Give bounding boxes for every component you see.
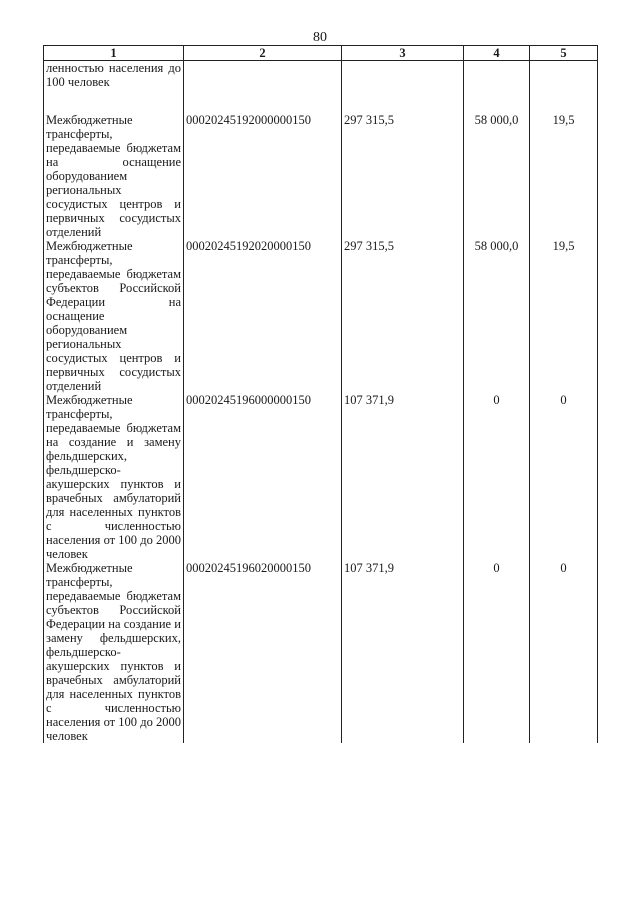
row-code	[184, 61, 342, 113]
column-header-1: 1	[44, 46, 184, 61]
table-row	[44, 113, 598, 239]
row-value-3: 297 315,5	[342, 239, 464, 393]
row-value-3: 107 371,9	[342, 561, 464, 743]
row-code: 00020245192000000150	[184, 113, 342, 239]
row-value-5: 0	[530, 393, 598, 561]
row-description: Межбюджетные трансферты, передаваемые бюджетам субъектов Российской Федерации на создание и замену фельдшерских, фельдшерско-акушерских пунктов и врачебных амбулаторий для населенных пунктов с численностью населения от 100 до 2000 человек	[44, 561, 184, 743]
table-row	[44, 61, 598, 113]
page-number: 80	[313, 30, 327, 45]
row-value-4: 0	[464, 393, 530, 561]
row-description: ленностью населения до 100 человек	[44, 61, 184, 113]
row-code: 00020245192020000150	[184, 239, 342, 393]
row-value-4: 58 000,0	[464, 239, 530, 393]
row-value-3: 107 371,9	[342, 393, 464, 561]
table-row	[44, 561, 598, 743]
row-value-3: 297 315,5	[342, 113, 464, 239]
row-description: Межбюджетные трансферты, передаваемые бюджетам субъектов Российской Федерации на оснащение оборудованием региональных сосудистых центров и первичных сосудистых отделений	[44, 239, 184, 393]
column-header-4: 4	[464, 46, 530, 61]
row-description: Межбюджетные трансферты, передаваемые бюджетам на оснащение оборудованием региональных сосудистых центров и первичных сосудистых отделений	[44, 113, 184, 239]
table-header-row	[44, 46, 598, 61]
row-value-4	[464, 61, 530, 113]
column-header-5: 5	[530, 46, 598, 61]
row-value-5: 0	[530, 561, 598, 743]
row-value-4: 0	[464, 561, 530, 743]
row-description: Межбюджетные трансферты, передаваемые бюджетам на создание и замену фельдшерских, фельдшерско-акушерских пунктов и врачебных амбулаторий для населенных пунктов с численностью населения от 100 до 2000 человек	[44, 393, 184, 561]
row-value-5: 19,5	[530, 239, 598, 393]
table-row	[44, 239, 598, 393]
row-code: 00020245196020000150	[184, 561, 342, 743]
budget-table	[43, 45, 598, 743]
row-value-3	[342, 61, 464, 113]
row-value-4: 58 000,0	[464, 113, 530, 239]
row-value-5	[530, 61, 598, 113]
row-value-5: 19,5	[530, 113, 598, 239]
column-header-3: 3	[342, 46, 464, 61]
table-row	[44, 393, 598, 561]
row-code: 00020245196000000150	[184, 393, 342, 561]
column-header-2: 2	[184, 46, 342, 61]
